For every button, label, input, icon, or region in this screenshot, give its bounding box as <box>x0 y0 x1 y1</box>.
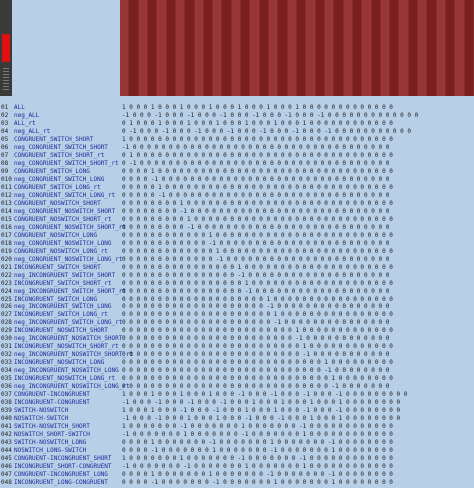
column-header-stripe <box>148 0 156 96</box>
row-values: 0 0 0 0 0 0 0 0 0 0 0 0 0 1 0 0 0 0 0 0 0 0 0 0 0 0 0 0 0 0 0 0 0 0 0 0 0 0 <box>122 247 393 255</box>
row-number: 011 <box>1 183 12 191</box>
row-number: 02 <box>1 111 9 119</box>
contrast-row <box>0 216 474 224</box>
column-header-stripe <box>353 0 361 96</box>
row-number: 01 <box>1 104 9 111</box>
column-header-stripe <box>455 0 463 96</box>
contrast-row <box>0 471 474 479</box>
row-number: 019 <box>1 247 12 255</box>
contrast-header-strip <box>90 96 474 103</box>
row-label[interactable]: CONGRUENT-INCONGRUENT <box>14 391 90 399</box>
row-label[interactable]: CONGRUENT_NOSWITCH_SHORT_rt <box>14 215 112 223</box>
row-label[interactable]: INCONGRUENT_NOSWITCH_SHORT <box>14 327 108 335</box>
column-header-stripe <box>446 0 454 96</box>
row-number: 015 <box>1 215 12 223</box>
contrast-row <box>0 160 474 168</box>
row-values: 0 0 0 0 0 0 0 0 0 0 0 0 0 0 0 0 0 0 0 0 0 0 0 0 0 0 0 0 0 1 0 0 0 0 0 0 0 0 <box>122 375 393 383</box>
row-values: 0 0 0 0 0 -1 0 0 0 0 0 0 0 0 0 0 0 0 0 0 0 0 0 0 0 0 0 0 0 0 0 0 0 0 0 0 0 <box>122 191 390 199</box>
row-number: 040 <box>1 415 12 423</box>
column-header-stripe <box>241 0 249 96</box>
row-label[interactable]: NOSWITCH_SHORT-SWITCH <box>14 431 90 439</box>
contrast-row <box>0 319 474 327</box>
contrast-row <box>0 311 474 319</box>
row-values: 0 0 0 0 0 0 0 0 0 0 0 0 0 0 0 0 0 0 0 0 0 0 0 0 0 0 0 0 -1 0 0 0 0 0 0 0 0 <box>122 367 390 375</box>
row-label[interactable]: ALL_rt <box>14 119 36 127</box>
column-header-stripe <box>418 0 426 96</box>
column-header-stripe <box>139 0 147 96</box>
row-values: 0 0 0 0 0 0 0 0 0 0 0 0 0 0 0 0 0 0 0 0 0 0 0 0 0 0 0 0 1 0 0 0 0 0 0 0 0 0 <box>122 359 393 367</box>
column-header-stripe <box>260 0 268 96</box>
row-label[interactable]: CONGRUENT_SWITCH_LONG_rt <box>14 183 101 191</box>
row-label[interactable]: CONGRUENT-INCONGRUENT_SHORT <box>14 455 112 463</box>
row-number: 06 <box>1 143 9 151</box>
row-label[interactable]: INCONGRUENT_SWITCH_SHORT <box>14 263 101 271</box>
row-label[interactable]: INCONGRUENT_SWITCH_SHORT_rt <box>14 279 112 287</box>
row-label[interactable]: INCONGRUENT_SWITCH_LONG <box>14 295 98 303</box>
row-number: 036 <box>1 383 12 391</box>
column-header-stripe <box>213 0 221 96</box>
column-header-stripe <box>362 0 370 96</box>
row-label[interactable]: INCONGRUENT_NOSWITCH_LONG <box>14 359 105 367</box>
contrast-row <box>0 136 474 144</box>
contrast-row <box>0 399 474 407</box>
contrast-row <box>0 248 474 256</box>
column-header-stripe <box>390 0 398 96</box>
row-values: 0 0 0 0 0 0 0 0 0 0 0 0 0 0 0 0 0 -1 0 0 0 0 0 0 0 0 0 0 0 0 0 0 0 0 0 0 0 <box>122 287 390 295</box>
row-number: 045 <box>1 455 12 463</box>
row-values: 0 0 0 0 0 0 0 0 0 0 0 0 0 -1 0 0 0 0 0 0 0 0 0 0 0 0 0 0 0 0 0 0 0 0 0 0 0 <box>122 255 390 263</box>
row-number: 05 <box>1 135 9 143</box>
column-header-stripe <box>167 0 175 96</box>
row-values: 0 0 0 0 0 0 0 0 0 -1 0 0 0 0 0 0 0 0 0 0 0 0 0 0 0 0 0 0 0 0 0 0 0 0 0 0 0 <box>122 223 390 231</box>
contrast-row <box>0 192 474 200</box>
row-number: 032 <box>1 351 12 359</box>
red-indicator-block <box>2 34 10 62</box>
row-values: 0 0 0 0 0 0 0 0 0 0 0 0 0 0 0 0 0 0 0 0 0 0 0 0 0 -1 0 0 0 0 0 0 0 0 0 0 0 <box>122 351 390 359</box>
row-values: 0 0 0 0 -1 0 0 0 0 0 0 0 0 0 0 0 0 0 0 0 0 0 0 0 0 0 0 0 0 0 0 0 0 0 0 0 0 <box>122 175 390 183</box>
contrast-row <box>0 200 474 208</box>
row-label[interactable]: INCONGRUENT_NOSWITCH_LONG_rt <box>14 375 116 383</box>
column-header-stripe <box>176 0 184 96</box>
column-header-stripe <box>409 0 417 96</box>
contrast-row <box>0 303 474 311</box>
row-values: -1 0 0 0 -1 0 0 0 -1 0 0 0 -1 0 0 0 -1 0 0 0 -1 0 0 0 -1 0 0 0 0 0 0 0 0 0 0 0 0 0 <box>122 111 419 119</box>
contrast-row <box>0 391 474 399</box>
row-values: 1 0 0 0 1 0 0 0 -1 0 0 0 -1 0 0 0 1 0 0 0 1 0 0 0 -1 0 0 0 -1 0 0 0 0 0 0 0 0 <box>122 407 401 415</box>
row-number: 024 <box>1 287 12 295</box>
contrast-row <box>0 264 474 272</box>
row-values: 0 0 0 0 1 0 0 0 0 0 0 0 1 0 0 0 0 0 0 0 -1 0 0 0 0 0 0 0 -1 0 0 0 0 0 0 0 0 <box>122 471 393 479</box>
row-number: 04 <box>1 127 9 135</box>
column-header-stripe <box>222 0 230 96</box>
contrast-row <box>0 112 474 120</box>
row-number: 016 <box>1 223 12 231</box>
row-label[interactable]: INCONGRUENT-CONGRUENT <box>14 399 90 407</box>
row-number: 043 <box>1 439 12 447</box>
row-number: 010 <box>1 175 12 183</box>
row-label[interactable]: CONGRUENT-INCONGRUENT_LONG <box>14 471 108 479</box>
row-number: 038 <box>1 399 12 407</box>
row-label[interactable]: INCONGRUENT_SHORT-CONGRUENT <box>14 463 112 471</box>
row-values: 0 -1 0 0 0 0 0 0 0 0 0 0 0 0 0 0 0 0 0 0 0 0 0 0 0 0 0 0 0 0 0 0 0 0 0 0 0 <box>122 159 390 167</box>
contrast-row <box>0 439 474 447</box>
row-label[interactable]: neg_INCONGRUENT_SWITCH_SHORT <box>14 271 116 279</box>
column-header-stripe <box>437 0 445 96</box>
contrast-row <box>0 256 474 264</box>
contrast-row <box>0 208 474 216</box>
contrast-row <box>0 152 474 160</box>
row-values: 0 0 0 0 1 0 0 0 0 0 0 0 0 0 0 0 0 0 0 0 0 0 0 0 0 0 0 0 0 0 0 0 0 0 0 0 0 0 <box>122 167 393 175</box>
contrast-row <box>0 455 474 463</box>
row-label[interactable]: neg_CONGRUENT_NOSWITCH_SHORT_rt <box>14 223 126 231</box>
row-label[interactable]: CONGRUENT_SWITCH_LONG <box>14 167 90 175</box>
row-label[interactable]: neg_INCONGRUENT_NOSWITCH_SHORT <box>14 335 123 343</box>
row-values: 1 0 0 0 1 0 0 0 1 0 0 0 1 0 0 0 1 0 0 0 1 0 0 0 1 0 0 0 0 0 0 0 0 0 0 0 0 0 <box>122 104 393 111</box>
left-indicator-strip <box>0 0 12 96</box>
row-values: -1 0 0 0 0 0 0 0 -1 0 0 0 0 0 0 0 1 0 0 0 0 0 0 0 1 0 0 0 0 0 0 0 0 0 0 0 0 <box>122 463 393 471</box>
row-label[interactable]: neg_INCONGRUENT_SWITCH_SHORT_rt <box>14 287 126 295</box>
contrast-row <box>0 176 474 184</box>
row-number: 018 <box>1 239 12 247</box>
row-values: 0 0 0 0 0 0 0 0 0 0 0 0 0 0 0 0 0 0 0 0 0 0 0 0 -1 0 0 0 0 0 0 0 0 0 0 0 0 <box>122 335 390 343</box>
column-header-band <box>120 0 474 96</box>
row-number: 013 <box>1 199 12 207</box>
row-values: 0 0 0 0 0 0 0 0 0 0 0 0 0 0 0 0 0 0 0 0 0 0 0 0 0 1 0 0 0 0 0 0 0 0 0 0 0 0 <box>122 343 393 351</box>
row-values: 0 0 0 0 0 0 0 0 0 1 0 0 0 0 0 0 0 0 0 0 0 0 0 0 0 0 0 0 0 0 0 0 0 0 0 0 0 0 <box>122 215 393 223</box>
row-values: 1 0 0 0 0 0 0 0 1 0 0 0 0 0 0 0 -1 0 0 0 0 0 0 0 -1 0 0 0 0 0 0 0 0 0 0 0 0 <box>122 455 393 463</box>
row-number: 014 <box>1 207 12 215</box>
row-values: -1 0 0 0 -1 0 0 0 1 0 0 0 1 0 0 0 -1 0 0 0 -1 0 0 0 1 0 0 0 1 0 0 0 0 0 0 0 0 <box>122 415 401 423</box>
row-number: 020 <box>1 255 12 263</box>
row-values: 0 0 0 0 0 0 0 0 0 0 0 0 0 0 0 0 0 0 0 0 1 0 0 0 0 0 0 0 0 0 0 0 0 0 0 0 0 0 <box>122 295 393 303</box>
row-number: 030 <box>1 335 12 343</box>
row-label[interactable]: neg_CONGRUENT_SWITCH_LONG_rt <box>14 191 116 199</box>
column-header-stripe <box>288 0 296 96</box>
row-number: 033 <box>1 359 12 367</box>
row-label[interactable]: neg_INCONGRUENT_NOSWITCH_LONG_rt <box>14 383 130 391</box>
row-number: 08 <box>1 159 9 167</box>
contrast-row <box>0 351 474 359</box>
row-number: 037 <box>1 391 12 399</box>
row-label[interactable]: CONGRUENT_SWITCH_SHORT <box>14 135 94 143</box>
contrast-row <box>0 431 474 439</box>
row-label[interactable]: SWITCH-NOSWITCH <box>14 407 69 415</box>
row-label[interactable]: ALL <box>14 104 25 111</box>
row-number: 029 <box>1 327 12 335</box>
row-number: 023 <box>1 279 12 287</box>
row-label[interactable]: neg_INCONGRUENT_SWITCH_LONG_rt <box>14 319 123 327</box>
contrast-row <box>0 335 474 343</box>
row-values: 0 1 0 0 0 1 0 0 0 1 0 0 0 1 0 0 0 1 0 0 0 1 0 0 0 1 0 0 0 0 0 0 0 0 0 0 0 0 <box>122 119 393 127</box>
row-label[interactable]: NOSWITCH-SWITCH <box>14 415 69 423</box>
row-label[interactable]: INCONGRUENT_NOSWITCH_SHORT_rt <box>14 343 119 351</box>
row-values: 0 0 0 0 0 0 0 0 0 0 0 0 0 0 0 0 0 0 0 0 0 0 0 0 1 0 0 0 0 0 0 0 0 0 0 0 0 0 <box>122 327 393 335</box>
row-number: 027 <box>1 311 12 319</box>
column-header-stripe <box>232 0 240 96</box>
row-values: -1 0 0 0 -1 0 0 0 -1 0 0 0 -1 0 0 0 1 0 0 0 1 0 0 0 1 0 0 0 1 0 0 0 0 0 0 0 0 <box>122 399 401 407</box>
row-label[interactable]: neg_CONGRUENT_NOSWITCH_SHORT <box>14 207 116 215</box>
row-label[interactable]: CONGRUENT_NOSWITCH_SHORT <box>14 199 101 207</box>
row-number: 047 <box>1 471 12 479</box>
row-number: 042 <box>1 431 12 439</box>
contrast-row <box>0 288 474 296</box>
row-values: 0 0 0 0 0 0 0 0 0 0 0 0 0 0 0 0 0 0 0 0 0 1 0 0 0 0 0 0 0 0 0 0 0 0 0 0 0 0 <box>122 311 393 319</box>
contrast-row <box>0 463 474 471</box>
contrast-row <box>0 383 474 391</box>
column-header-stripe <box>325 0 333 96</box>
contrast-row <box>0 240 474 248</box>
column-header-stripe <box>204 0 212 96</box>
column-header-stripe <box>157 0 165 96</box>
row-label[interactable]: INCONGRUENT_SWITCH_LONG_rt <box>14 311 108 319</box>
row-number: 046 <box>1 463 12 471</box>
contrast-row <box>0 479 474 487</box>
row-values: 0 0 0 0 0 0 0 0 0 0 0 0 0 0 0 0 -1 0 0 0 0 0 0 0 0 0 0 0 0 0 0 0 0 0 0 0 0 <box>122 271 390 279</box>
column-header-stripe <box>381 0 389 96</box>
row-number: 09 <box>1 167 9 175</box>
row-values: 0 0 0 0 0 0 0 0 -1 0 0 0 0 0 0 0 0 0 0 0 0 0 0 0 0 0 0 0 0 0 0 0 0 0 0 0 0 <box>122 207 390 215</box>
column-header-stripe <box>278 0 286 96</box>
row-values: -1 0 0 0 0 0 0 0 1 0 0 0 0 0 0 0 -1 0 0 0 0 0 0 0 1 0 0 0 0 0 0 0 0 0 0 0 0 <box>122 431 393 439</box>
row-values: 0 0 0 0 0 0 0 0 0 0 0 0 0 0 0 0 0 0 0 0 0 0 0 0 0 0 0 0 0 -1 0 0 0 0 0 0 0 <box>122 383 390 391</box>
row-number: 012 <box>1 191 12 199</box>
row-values: 0 0 0 0 0 0 0 0 0 0 0 0 0 0 0 0 1 0 0 0 0 0 0 0 0 0 0 0 0 0 0 0 0 0 0 0 0 0 <box>122 263 393 271</box>
row-number: 035 <box>1 375 12 383</box>
row-label[interactable]: CONGRUENT_NOSWITCH_LONG_rt <box>14 247 108 255</box>
row-values: 0 0 0 0 1 0 0 0 0 0 0 0 -1 0 0 0 0 0 0 0 1 0 0 0 0 0 0 0 -1 0 0 0 0 0 0 0 0 <box>122 439 393 447</box>
column-header-stripe <box>129 0 137 96</box>
row-number: 044 <box>1 447 12 455</box>
contrast-row <box>0 184 474 192</box>
column-header-stripe <box>427 0 435 96</box>
row-values: 1 0 0 0 0 0 0 0 -1 0 0 0 0 0 0 0 1 0 0 0 0 0 0 0 -1 0 0 0 0 0 0 0 0 0 0 0 0 <box>122 423 393 431</box>
contrast-row <box>0 447 474 455</box>
row-number: 025 <box>1 295 12 303</box>
row-number: 041 <box>1 423 12 431</box>
contrast-row <box>0 144 474 152</box>
row-label[interactable]: neg_CONGRUENT_SWITCH_LONG <box>14 175 105 183</box>
row-label[interactable]: neg_CONGRUENT_SWITCH_SHORT_rt <box>14 159 119 167</box>
contrast-row <box>0 296 474 304</box>
contrast-row <box>0 128 474 136</box>
row-label[interactable]: SWITCH-NOSWITCH_SHORT <box>14 423 90 431</box>
column-header-stripe <box>334 0 342 96</box>
row-number: 031 <box>1 343 12 351</box>
column-header-stripe <box>372 0 380 96</box>
contrast-row <box>0 415 474 423</box>
column-header-stripe <box>306 0 314 96</box>
row-label[interactable]: neg_INCONGRUENT_NOSWITCH_LONG <box>14 367 119 375</box>
row-values: 1 0 0 0 1 0 0 0 1 0 0 0 1 0 0 0 -1 0 0 0 -1 0 0 0 -1 0 0 0 -1 0 0 0 0 0 0 0 0 0 <box>122 391 408 399</box>
row-values: 0 0 0 0 0 0 0 0 0 0 0 0 1 0 0 0 0 0 0 0 0 0 0 0 0 0 0 0 0 0 0 0 0 0 0 0 0 0 <box>122 231 393 239</box>
row-values: 0 0 0 0 0 0 0 0 0 0 0 0 0 0 0 0 0 1 0 0 0 0 0 0 0 0 0 0 0 0 0 0 0 0 0 0 0 0 <box>122 279 393 287</box>
row-number: 048 <box>1 479 12 487</box>
row-values: 0 0 0 0 0 0 0 0 0 0 0 0 0 0 0 0 0 0 0 0 0 -1 0 0 0 0 0 0 0 0 0 0 0 0 0 0 0 <box>122 319 390 327</box>
row-number: 026 <box>1 303 12 311</box>
column-header-stripe <box>297 0 305 96</box>
row-values: 0 0 0 0 0 0 0 0 0 0 0 0 -1 0 0 0 0 0 0 0 0 0 0 0 0 0 0 0 0 0 0 0 0 0 0 0 0 <box>122 239 390 247</box>
contrast-row <box>0 224 474 232</box>
row-label[interactable]: CONGRUENT_NOSWITCH_LONG <box>14 231 98 239</box>
row-values: 0 0 0 0 -1 0 0 0 0 0 0 0 1 0 0 0 0 0 0 0 -1 0 0 0 0 0 0 0 1 0 0 0 0 0 0 0 0 <box>122 447 393 455</box>
strip-dots <box>3 68 9 92</box>
column-header-stripe <box>195 0 203 96</box>
row-values: 0 0 0 0 -1 0 0 0 0 0 0 0 -1 0 0 0 0 0 0 0 1 0 0 0 0 0 0 0 1 0 0 0 0 0 0 0 0 <box>122 479 393 487</box>
row-number: 034 <box>1 367 12 375</box>
row-label[interactable]: neg_CONGRUENT_SWITCH_SHORT <box>14 143 108 151</box>
column-header-stripe <box>269 0 277 96</box>
column-header-stripe <box>250 0 258 96</box>
row-number: 03 <box>1 119 9 127</box>
row-label[interactable]: neg_INCONGRUENT_SWITCH_LONG <box>14 303 112 311</box>
row-values: 0 0 0 0 0 1 0 0 0 0 0 0 0 0 0 0 0 0 0 0 0 0 0 0 0 0 0 0 0 0 0 0 0 0 0 0 0 0 <box>122 183 393 191</box>
row-number: 021 <box>1 263 12 271</box>
row-number: 017 <box>1 231 12 239</box>
contrast-row <box>0 327 474 335</box>
contrast-row <box>0 272 474 280</box>
contrast-row <box>0 280 474 288</box>
contrast-row <box>0 343 474 351</box>
column-header-stripe <box>465 0 473 96</box>
row-values: 0 0 0 0 0 0 0 0 1 0 0 0 0 0 0 0 0 0 0 0 0 0 0 0 0 0 0 0 0 0 0 0 0 0 0 0 0 0 <box>122 199 393 207</box>
contrast-row <box>0 120 474 128</box>
column-header-stripe <box>120 0 128 96</box>
column-header-stripe <box>316 0 324 96</box>
contrast-row <box>0 423 474 431</box>
row-number: 07 <box>1 151 9 159</box>
contrast-row <box>0 407 474 415</box>
row-label[interactable]: neg_ALL <box>14 111 40 119</box>
row-label[interactable]: neg_INCONGRUENT_NOSWITCH_SHORT_rt <box>14 351 134 359</box>
row-values: 0 1 0 0 0 0 0 0 0 0 0 0 0 0 0 0 0 0 0 0 0 0 0 0 0 0 0 0 0 0 0 0 0 0 0 0 0 0 <box>122 151 393 159</box>
row-label[interactable]: SWITCH-NOSWITCH_LONG <box>14 439 87 447</box>
row-number: 028 <box>1 319 12 327</box>
column-header-stripe <box>399 0 407 96</box>
contrast-row <box>0 104 474 112</box>
contrast-row <box>0 232 474 240</box>
row-values: -1 0 0 0 0 0 0 0 0 0 0 0 0 0 0 0 0 0 0 0 0 0 0 0 0 0 0 0 0 0 0 0 0 0 0 0 0 <box>122 143 390 151</box>
row-label[interactable]: INCONGRUENT_LONG-CONGRUENT <box>14 479 108 487</box>
row-number: 022 <box>1 271 12 279</box>
contrast-row <box>0 359 474 367</box>
row-number: 039 <box>1 407 12 415</box>
row-values: 0 0 0 0 0 0 0 0 0 0 0 0 0 0 0 0 0 0 0 0 -1 0 0 0 0 0 0 0 0 0 0 0 0 0 0 0 0 <box>122 303 390 311</box>
column-header-stripe <box>344 0 352 96</box>
row-label[interactable]: neg_CONGRUENT_NOSWITCH_LONG <box>14 239 112 247</box>
contrast-row <box>0 367 474 375</box>
row-label[interactable]: CONGRUENT_SWITCH_SHORT_rt <box>14 151 105 159</box>
row-label[interactable]: neg_ALL_rt <box>14 127 51 135</box>
row-label[interactable]: NOSWITCH_LONG-SWITCH <box>14 447 87 455</box>
row-values: 1 0 0 0 0 0 0 0 0 0 0 0 0 0 0 0 0 0 0 0 0 0 0 0 0 0 0 0 0 0 0 0 0 0 0 0 0 0 <box>122 135 393 143</box>
contrast-row <box>0 375 474 383</box>
row-values: 0 -1 0 0 0 -1 0 0 0 -1 0 0 0 -1 0 0 0 -1 0 0 0 -1 0 0 0 -1 0 0 0 0 0 0 0 0 0 0 0 <box>122 127 411 135</box>
row-label[interactable]: neg_CONGRUENT_NOSWITCH_LONG_rt <box>14 255 123 263</box>
contrast-row <box>0 168 474 176</box>
column-header-stripe <box>185 0 193 96</box>
